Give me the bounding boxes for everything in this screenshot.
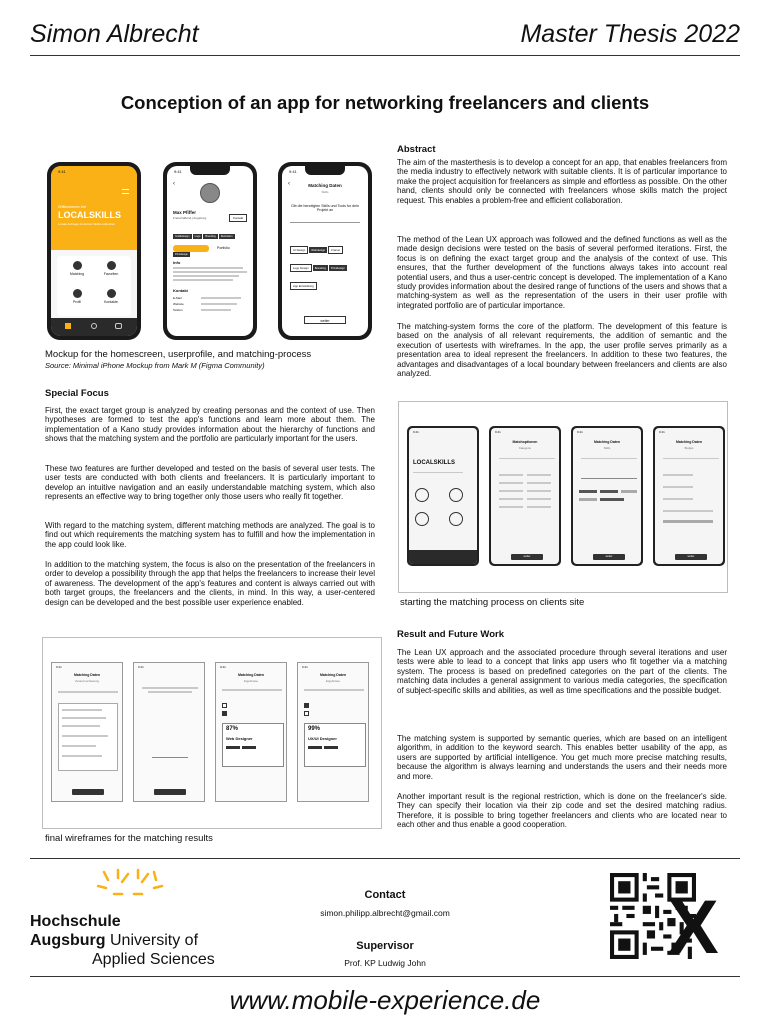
skill-chip[interactable]: UI Design [290,246,308,254]
tile-matching[interactable]: Matching [61,259,93,283]
screen-title: Matching Daten [73,673,101,677]
abstract-p1: The aim of the masterthesis is to develop a concept for an app, that enables freelancers from the media industry to effectively network with suitable clients. It is of particular importance to make the project acquisition for freelancers as simple and effortless as possible. On the other hand, clients should only be connected with freelancers whose skills match the project request. This enables a problem-free and efficient collaboration. [397,158,727,205]
next-button[interactable]: weiter [511,554,543,560]
wireframes-figure [42,637,382,829]
match-role: Web Designer [226,736,253,741]
contact-row: Telefon [173,308,183,312]
tagline: Lokale Auftrage zu deinen Skills entdecken [58,222,116,226]
tile-kontakte[interactable]: Kontakte [95,287,127,311]
screen-title: Matching Daten [675,440,703,444]
contact-heading: Kontakt [173,288,188,293]
wireframe-result-2 [297,662,369,802]
contact-row: Website [173,302,184,306]
screen-title: Matching Daten [319,673,347,677]
skill-chip[interactable]: Printdesign [330,266,345,270]
wireframe-summary [51,662,123,802]
skill-chip[interactable]: Webdesign [311,248,326,252]
welcome-text: Willkommen bei [58,204,87,209]
matching-screen-budget [653,426,725,566]
header-rule [30,55,740,56]
matching-sub: Skills [321,190,329,194]
match-percent: 99% [308,726,321,732]
poster-title: Conception of an app for networking freelancers and clients [120,92,650,113]
thesis-label: Master Thesis 2022 [520,20,740,48]
website-link[interactable]: www.mobile-experience.de [229,985,541,1015]
back-icon[interactable]: ‹ [288,181,290,187]
footer-rule-top [30,858,740,859]
special-focus-p4: In addition to the matching system, the focus is also on the presentation of the freelancers in order to develop a possibility through the app that helps the freelancers to increase their level of awareness. The development of the app's features and content is always carried out with both target groups, the freelancers and the clients, in mind. In this way, a user-centered design can be developed and the best possible user experience enabled. [45,560,375,607]
special-focus-p3: With regard to the matching system, different matching methods are analyzed. The goal is to find out which requirements the matching system has to fulfill and how the implementation in the app could look like. [45,521,375,549]
brand-name: LOCALSKILLS [413,460,455,466]
skill-chip[interactable]: Branding [314,266,326,270]
tab-bar [51,318,137,336]
match-percent: 87% [226,726,239,732]
info-heading: Info [173,260,181,265]
abstract-p2: The method of the Lean UX approach was followed and the defined functions as well as the made design decisions were tested on the basis of several performed iterations. First, the focus is on defining the exact target group and the analysis of the context of use. This ensures, that the further development of the functions always takes into account real potential users, and thus a user-centric concept is developed. The implementation of a Kano study provides information about the desired range of functions of the users and shows that a matching-system as well as the representation of the users in their user profile with integrated portfolio are of particular importance. [397,235,727,310]
status-time: 9:41 [302,665,308,669]
screen-sub: Budget [684,446,694,450]
contact-heading: Contact [364,889,406,901]
back-icon[interactable]: ‹ [173,181,175,187]
screen-sub: Zusammenfassung [75,679,99,683]
status-time: 9:41 [174,169,182,174]
mockup-figure [40,150,380,345]
portfolio-button[interactable] [173,245,209,252]
tile-profil[interactable]: Profil [61,287,93,311]
status-time: 9:41 [138,665,144,669]
status-time: 9:41 [659,430,665,434]
wireframe-loading [133,662,205,802]
contact-email[interactable]: simon.philipp.albrecht@gmail.com [320,908,450,918]
menu-icon [122,189,129,194]
special-focus-p2: These two features are further developed and tested on the basis of several user tests. The user tests are conducted with both clients and freelancers. It is particularly important to develop an intuitive navigation and an easily understandable matching system, which also represents an effective way to bring together only those users who really fit together. [45,464,375,502]
matching-screen-category [489,426,561,566]
author-name: Simon Albrecht [30,20,199,48]
university-name: Hochschule Augsburg University of Applied Sciences [30,913,215,968]
status-time: 9:41 [220,665,226,669]
status-time: 9:41 [413,430,419,434]
tag: Grafikdesign [175,235,190,238]
supervisor-heading: Supervisor [356,940,414,952]
abstract-heading: Abstract [397,144,436,155]
next-button[interactable]: weiter [593,554,625,560]
screen-title: Matching Daten [593,440,621,444]
wireframe-result-1 [215,662,287,802]
status-time: 9:41 [495,430,501,434]
screen-title: Matchoptionen [512,440,538,444]
matching-question: Gib die benotigten Skills und Tools fur dein Projekt an [291,204,359,212]
mockup-source: Source: Minimal iPhone Mockup from Mark M (Figma Community) [45,361,265,370]
screen-sub: Ergebnisse [326,679,340,683]
special-focus-heading: Special Focus [45,388,109,399]
profile-location: Freischaffend | Augsburg [173,216,207,220]
profile-name: Max Pfiffer [173,210,197,215]
next-button[interactable]: weiter [675,554,707,560]
matching-figure [398,401,728,593]
contact-row: E-Mail [173,296,182,300]
tile-favoriten[interactable]: Favoriten [95,259,127,283]
skill-chip[interactable]: Framer [328,246,343,254]
result-p3: Another important result is the regional restriction, which is done on the freelancer's side. They can specify their location via their zip code and set the desired matching radius. Therefore, it is possible to bring together freelancers and clients who are located near to each other and thus enable a good cooperation. [397,792,727,830]
screen-sub: Kategorie [519,446,531,450]
result-p1: The Lean UX approach and the associated procedure through several iterations and user tests were able to lead to a concept that links app users who fit together via a matching system. The process is based on predefined categories on the part of the clients. The matching data includes a general assignment to various media categories, the specification of subject-specific skills and abilities, as well as time specifications and the possible budget. [397,648,727,695]
phone-userprofile [163,162,257,340]
contact-button[interactable]: Kontakt [229,214,247,222]
mockup-caption: Mockup for the homescreen, userprofile, and matching-process [45,349,312,360]
status-time: 9:41 [577,430,583,434]
search-icon[interactable] [91,323,97,329]
supervisor-name: Prof. KP Ludwig John [344,958,426,968]
match-role: UX/UI Designer [308,736,337,741]
screen-sub: Skills [603,446,611,450]
matching-caption: starting the matching process on clients site [400,597,585,608]
next-button[interactable]: weiter [304,316,346,324]
tag: Illustration [220,235,233,238]
tag-list [173,224,249,260]
x-mark: X [668,885,719,970]
tag: Branding [205,235,216,238]
chat-icon[interactable] [115,323,122,329]
result-p2: The matching system is supported by semantic queries, which are based on an intelligent algorithm, in addition to the keyword search. This enables better usability of the app, as users are supported by artificial intelligence. You get much more precise matching results, because the algorithm is always learning and understands the users and their needs more and more. [397,734,727,781]
screen-sub: Ergebnisse [244,679,258,683]
home-icon[interactable] [65,323,71,329]
status-time: 9:41 [56,665,62,669]
portfolio-label: Portfolio [217,246,230,250]
abstract-p3: The matching-system forms the core of the platform. The development of this feature is based on the analysis of all relevant requirements, the addition of semantic and the execution of usertests with wireframes. In the app, the user profile serves primarily as a presentation area to ideal represent the freelancers. In addition to these two features, the advantages and disadvantages of a local boundary between freelancers and clients are also analyzed. [397,322,727,379]
wireframes-caption: final wireframes for the matching results [45,833,213,844]
phone-homescreen [47,162,141,340]
phone-matching [278,162,372,340]
tag: Printdesign [175,253,188,256]
screen-title: Matching Daten [237,673,265,677]
skill-chip[interactable]: App Entwicklung [290,282,317,290]
matching-screen-home [407,426,479,566]
matching-screen-skills [571,426,643,566]
status-time: 9:41 [289,169,297,174]
footer-rule-bottom [30,976,740,977]
avatar [200,183,220,203]
result-heading: Result and Future Work [397,629,504,640]
brand-name: LOCALSKILLS [58,210,121,220]
skill-chip[interactable]: Logo Design [290,264,312,272]
matching-heading: Matching Daten [308,183,342,188]
chip-list [290,238,364,292]
status-time: 9:41 [58,169,66,174]
special-focus-p1: First, the exact target group is analyzed by creating personas and the context of use. Then hypotheses are formed to test the app's functions and learn more about them. The implementation of a Kano study provides information about the hierarchy of functions and shows that the matching system and the portfolio are particularly important for the users. [45,406,375,444]
tag: Logo [194,235,201,238]
